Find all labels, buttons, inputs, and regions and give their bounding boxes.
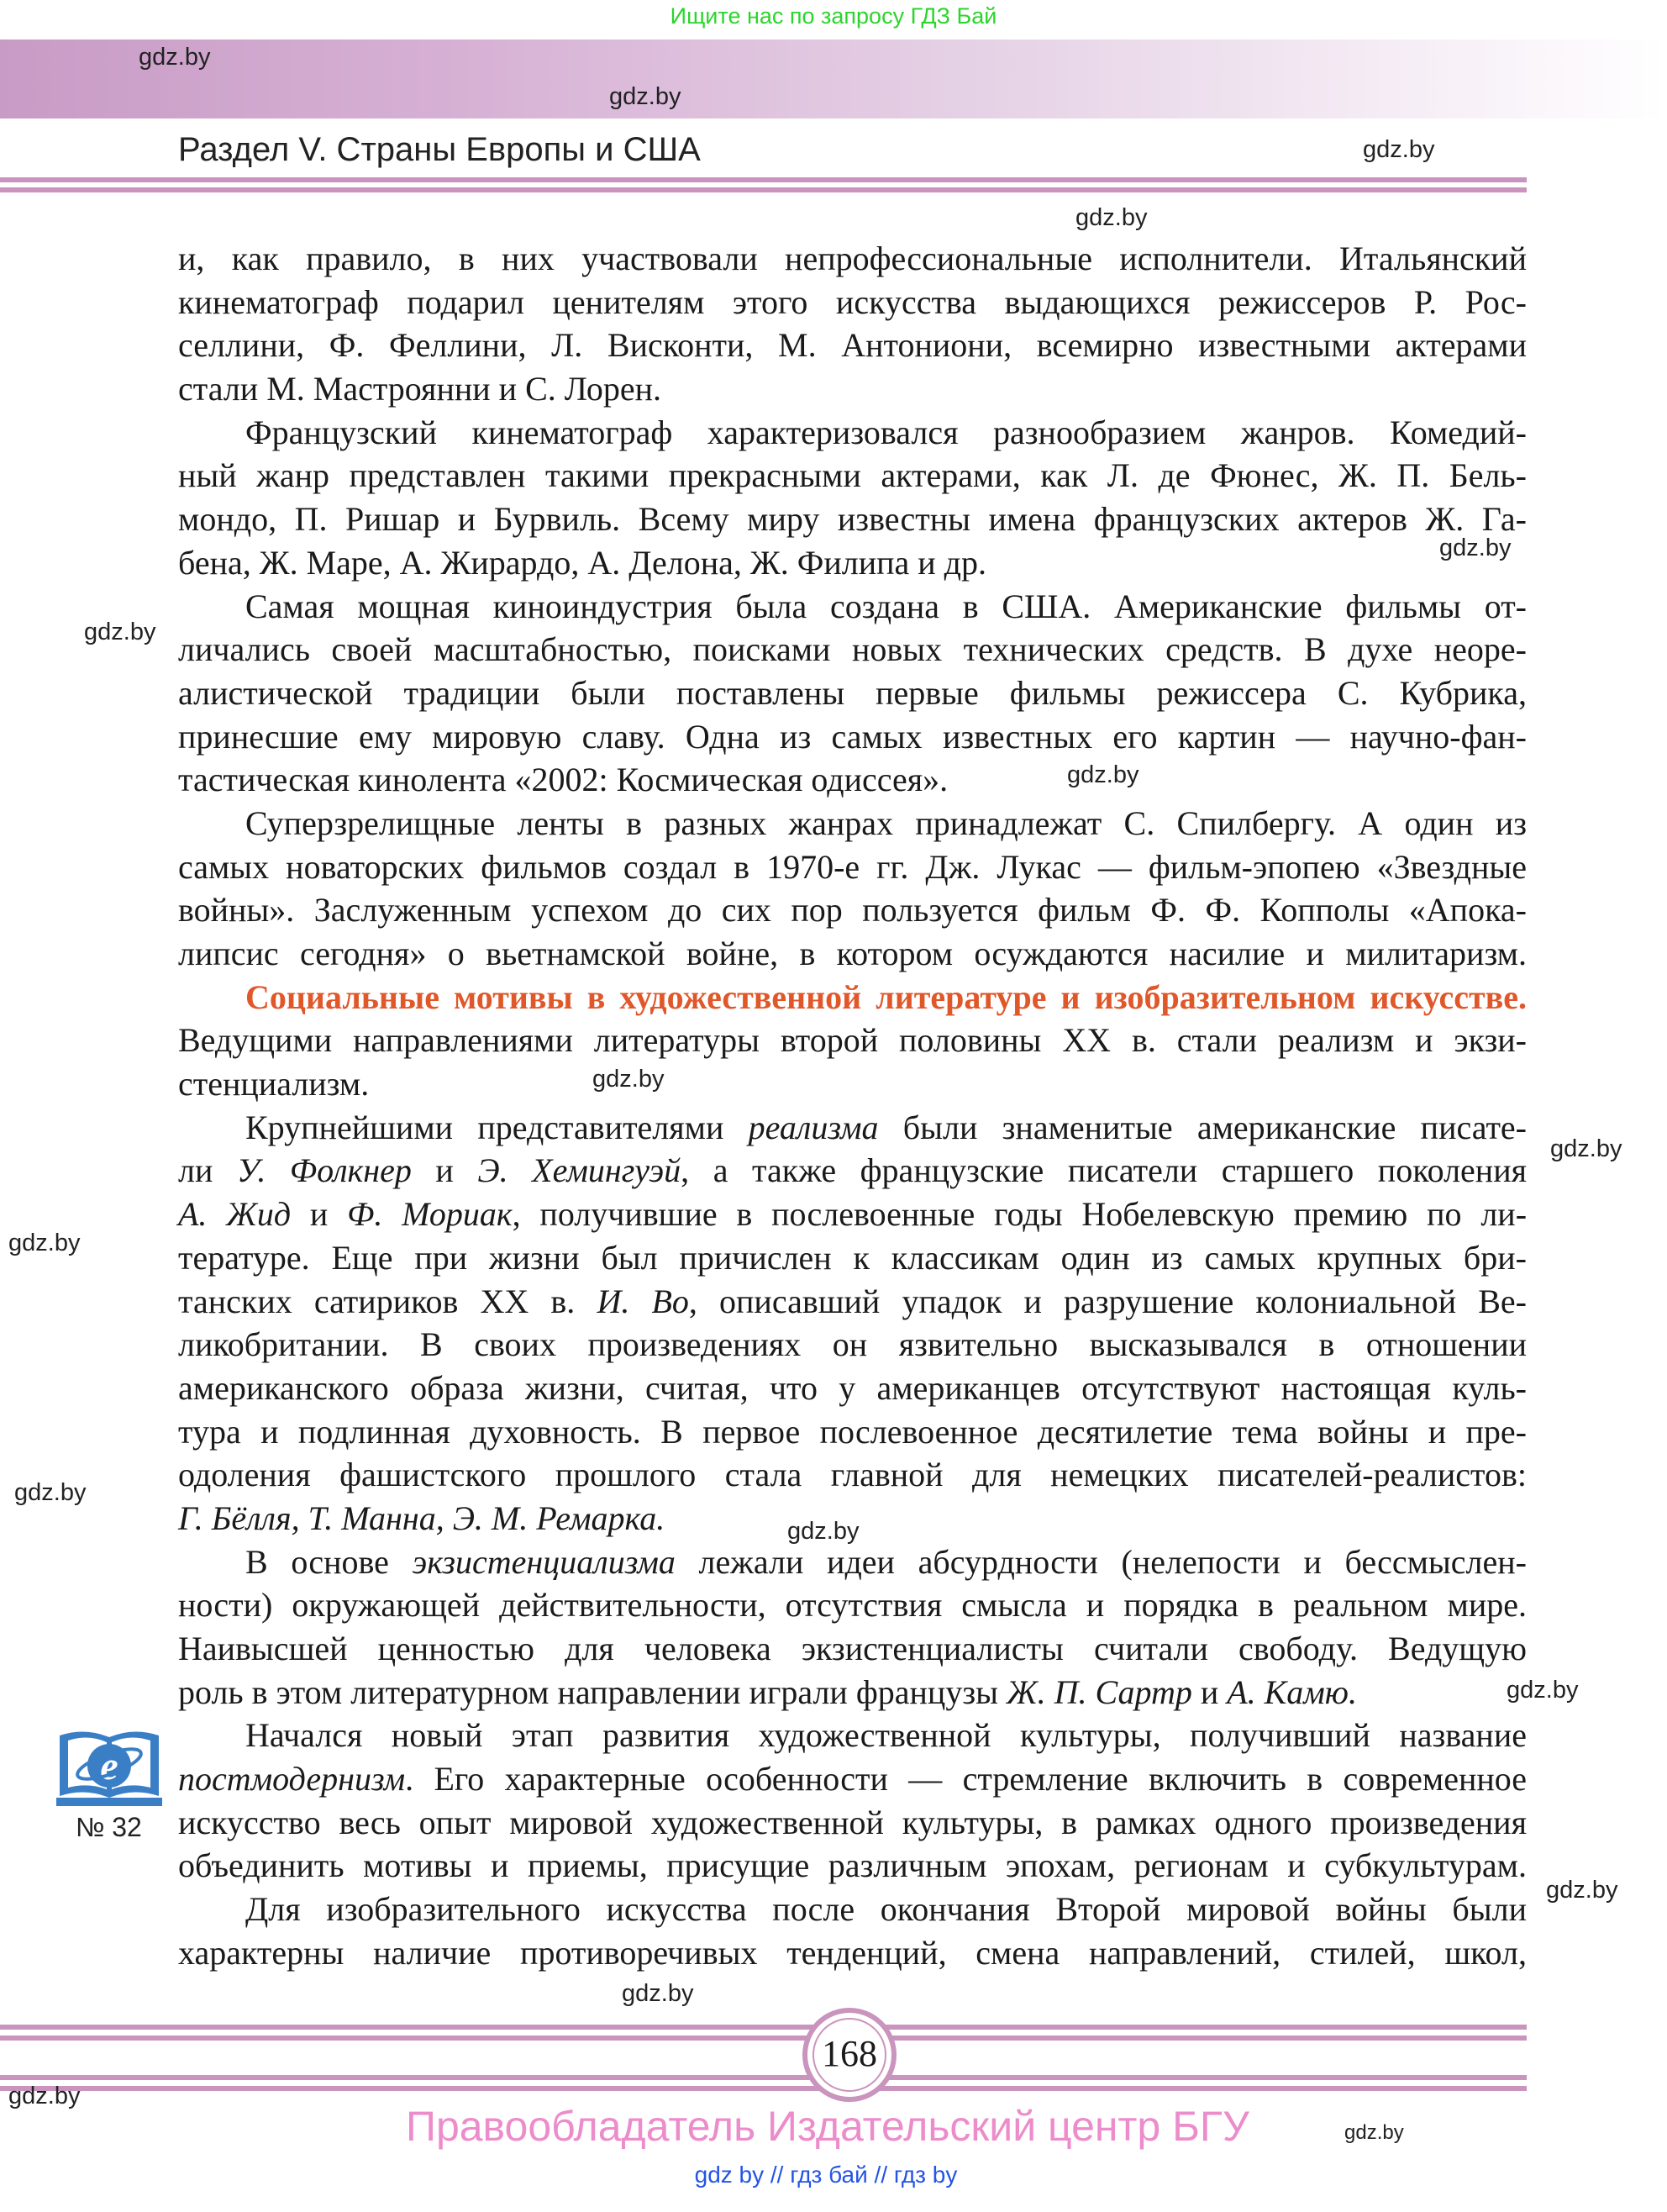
watermark: gdz.by (609, 83, 681, 110)
text-segment: Для изобразительного искусства после окончания Второй мировой войны были (245, 1890, 1527, 1929)
text-segment: Самая мощная киноиндустрия была создана в США. Американские фильмы от- (245, 587, 1527, 625)
page-number: 168 (822, 2033, 877, 2074)
text-segment: Начался новый этап развития художественной культуры, получивший название (245, 1716, 1527, 1755)
text-segment: личались своей масштабностью, поисками новых технических средств. В духе неоре- (178, 630, 1527, 669)
watermark: gdz.by (1546, 1877, 1618, 1904)
header-band (0, 40, 1667, 118)
text-segment: самых новаторских фильмов создал в 1970-е гг. Дж. Лукас — фильм-эпопею «Звездные (178, 847, 1527, 886)
text-segment: ликобритании. В своих произведениях он язвительно высказывался в отношении (178, 1325, 1527, 1364)
text-line (178, 845, 1527, 889)
text-segment: и (411, 1151, 478, 1190)
svg-text:e: e (100, 1744, 118, 1788)
text-segment: и, как правило, в них участвовали непрофессиональные исполнители. Итальянский (178, 240, 1527, 277)
text-line (178, 672, 1527, 715)
text-segment: объединить мотивы и приемы, присущие различным эпохам, регионам и субкультурам. (178, 1846, 1527, 1885)
subheading: Социальные мотивы в художественной литературе и изобразительном искусстве. (245, 977, 1527, 1016)
text-line (178, 1627, 1527, 1671)
text-line (178, 1671, 1527, 1714)
text-segment: лежали идеи абсурдности (нелепости и бессмыслен- (675, 1542, 1527, 1581)
watermark: gdz.by (622, 1980, 694, 2007)
watermark: gdz.by (8, 2083, 81, 2109)
italic-term: Ж. П. Сартр (1007, 1672, 1192, 1711)
watermark: gdz.by (787, 1518, 860, 1545)
watermark: gdz.by (1550, 1135, 1622, 1162)
watermark: gdz.by (1344, 2121, 1404, 2144)
copyright-watermark: Правообладатель Издательский центр БГУ (406, 2103, 1249, 2150)
text-line (178, 324, 1527, 367)
text-line (178, 1583, 1527, 1627)
text-line (178, 541, 1527, 585)
italic-term: Ф. Мориак (347, 1195, 513, 1234)
paragraph (178, 585, 1527, 802)
text-line (178, 1714, 1527, 1757)
header-divider (0, 177, 1527, 182)
watermark: gdz.by (1363, 136, 1435, 163)
text-line (178, 1888, 1527, 1931)
text-segment: ный жанр представлен такими прекрасными актерами, как Л. де Фюнес, Ж. П. Бель- (178, 456, 1527, 495)
text-line (178, 367, 1527, 411)
text-segment: характерны наличие противоречивых тенденций, смена направлений, стилей, школ, (178, 1933, 1527, 1972)
watermark: gdz.by (84, 619, 156, 645)
text-segment: липсис сегодня» о вьетнамской войне, в котором осуждаются насилие и милитаризм. (178, 935, 1527, 972)
text-line (178, 1149, 1527, 1193)
italic-term: А. Камю. (1227, 1672, 1357, 1711)
text-line (178, 237, 1527, 281)
paragraph (178, 802, 1527, 976)
text-segment: войны». Заслуженным успехом до сих пор пользуется фильм Ф. Ф. Копполы «Апока- (178, 891, 1527, 930)
text-line (178, 1236, 1527, 1280)
footer-divider (0, 2036, 1527, 2041)
italic-term: И. Во (597, 1282, 689, 1320)
text-segment: принесшие ему мировую славу. Одна из самых известных его картин — научно-фан- (178, 717, 1527, 756)
text-segment: , получившие в послевоенные годы Нобелевскую премию по ли- (512, 1195, 1528, 1234)
text-segment: и (1191, 1672, 1228, 1711)
watermark: gdz.by (1075, 204, 1148, 231)
text-segment: тературе. Еще при жизни был причислен к классикам один из самых крупных бри- (178, 1238, 1527, 1277)
text-line (178, 888, 1527, 932)
watermark: gdz.by (1439, 535, 1512, 561)
paragraph (178, 1106, 1527, 1540)
text-segment: В основе (245, 1542, 413, 1581)
paragraph (178, 1540, 1527, 1714)
text-line (178, 628, 1527, 672)
paragraph (178, 411, 1527, 585)
text-line (178, 1801, 1527, 1845)
text-segment: Крупнейшими представителями (245, 1108, 749, 1146)
text-line (178, 281, 1527, 324)
header-divider (0, 187, 1527, 192)
text-line (178, 932, 1527, 976)
text-segment: танских сатириков XX в. (178, 1282, 597, 1320)
text-segment: тастическая кинолента «2002: Космическая одиссея». (178, 761, 949, 799)
text-segment: и (291, 1195, 348, 1234)
italic-term: Э. Хемингуэй (477, 1151, 681, 1190)
watermark: gdz.by (1067, 761, 1139, 788)
text-line (178, 411, 1527, 455)
italic-term: постмодернизм (178, 1760, 406, 1799)
text-segment: Ведущими направлениями литературы второй половины XX в. стали реализм и экзи- (178, 1021, 1527, 1060)
footer-divider (0, 2075, 1527, 2080)
text-line (178, 454, 1527, 498)
ebook-icon[interactable] (56, 1727, 162, 1808)
text-line (178, 1844, 1527, 1888)
text-segment: искусство весь опыт мировой художественной культуры, в рамках одного произведения (178, 1803, 1527, 1841)
italic-term: А. Жид (178, 1195, 292, 1234)
text-segment: мондо, П. Ришар и Бурвиль. Всему миру известны имена французских актеров Ж. Га- (178, 500, 1527, 539)
text-line (178, 802, 1527, 845)
italic-term: реализма (748, 1108, 879, 1146)
text-segment: бена, Ж. Маре, А. Жирардо, А. Делона, Ж. Филипа и др. (178, 543, 987, 582)
text-line (178, 1931, 1527, 1975)
paragraph (178, 976, 1527, 1106)
text-line (178, 1280, 1527, 1324)
search-hint: Ищите нас по запросу ГДЗ Бай (670, 3, 997, 29)
paragraph (178, 237, 1527, 411)
text-segment: тура и подлинная духовность. В первое послевоенное десятилетие тема войны и пре- (178, 1412, 1527, 1451)
text-segment: Наивысшей ценностью для человека экзистенциалисты считали свободу. Ведущую (178, 1630, 1527, 1667)
text-line (178, 976, 1527, 1019)
text-line (178, 1323, 1527, 1367)
text-segment: были знаменитые американские писате- (878, 1108, 1528, 1146)
watermark: gdz.by (592, 1066, 665, 1093)
text-line (178, 715, 1527, 759)
watermark: gdz.by (8, 1230, 81, 1256)
text-line (178, 1540, 1527, 1584)
italic-term: У. Фолкнер (236, 1151, 412, 1190)
text-line (178, 1367, 1527, 1410)
text-line (178, 1062, 1527, 1106)
text-segment: , описавший упадок и разрушение колониальной Ве- (688, 1282, 1527, 1320)
footer-divider (0, 2086, 1527, 2091)
text-line (178, 1193, 1527, 1236)
text-segment: ли (178, 1151, 237, 1190)
footer-divider (0, 2025, 1527, 2030)
text-segment: одоления фашистского прошлого стала главной для немецких писателей-реалистов: (178, 1456, 1527, 1494)
watermark: gdz.by (14, 1479, 87, 1506)
text-segment: стали М. Мастроянни и С. Лорен. (178, 370, 662, 408)
text-segment: Французский кинематограф характеризовался разнообразием жанров. Комедий- (245, 413, 1527, 451)
text-line (178, 1106, 1527, 1150)
text-line (178, 1453, 1527, 1497)
watermark: gdz.by (1507, 1677, 1579, 1704)
text-line (178, 1019, 1527, 1062)
text-line (178, 498, 1527, 541)
text-segment: кинематограф подарил ценителям этого искусства выдающихся режиссеров Р. Рос- (178, 282, 1527, 321)
watermark: gdz.by (139, 44, 211, 71)
text-segment: Суперзрелищные ленты в разных жанрах принадлежат С. Спилбергу. А один из (245, 803, 1527, 842)
text-segment: , а также французские писатели старшего поколения (681, 1151, 1527, 1190)
bottom-links[interactable]: gdz by // гдз бай // гдз by (694, 2162, 958, 2188)
text-segment: стенциализм. (178, 1065, 370, 1103)
resource-number: № 32 (76, 1812, 142, 1842)
text-segment: алистической традиции были поставлены первые фильмы режиссера С. Кубрика, (178, 673, 1527, 712)
text-segment: роль в этом литературном направлении играли французы (178, 1672, 1007, 1711)
italic-term: экзистенциализма (412, 1542, 676, 1581)
section-title: Раздел V. Страны Европы и США (178, 131, 701, 168)
text-segment: ности) окружающей действительности, отсутствия смысла и порядка в реальном мире. (178, 1586, 1527, 1625)
text-line (178, 1757, 1527, 1801)
paragraph (178, 1888, 1527, 1974)
text-segment: американского образа жизни, считая, что у американцев отсутствуют настоящая куль- (178, 1368, 1527, 1407)
text-segment: . Его характерные особенности — стремление включить в современное (405, 1760, 1527, 1799)
paragraph (178, 1714, 1527, 1888)
italic-term: Г. Бёлля, Т. Манна, Э. М. Ремарка. (178, 1498, 665, 1537)
text-segment: селлини, Ф. Феллини, Л. Висконти, М. Антониони, всемирно известными актерами (178, 326, 1527, 365)
text-line (178, 758, 1527, 802)
body-text (178, 237, 1527, 1975)
text-line (178, 1410, 1527, 1454)
text-line (178, 585, 1527, 629)
